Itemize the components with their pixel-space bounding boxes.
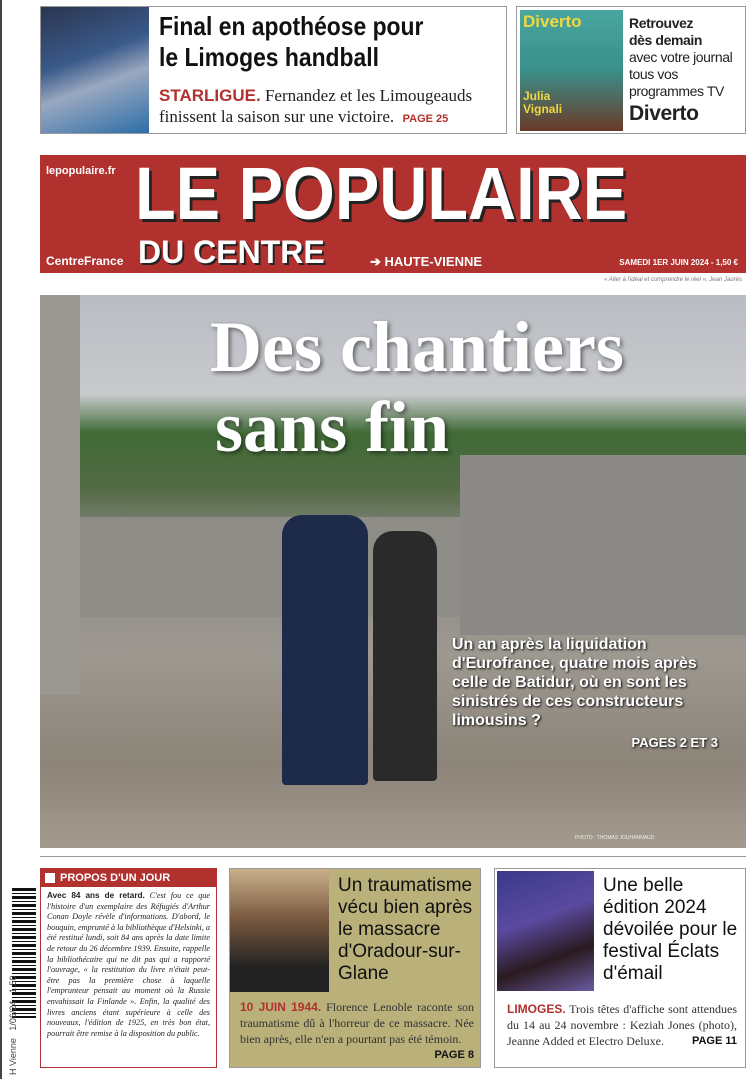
florence-lenoble-photo bbox=[230, 869, 329, 992]
festival-teaser[interactable] bbox=[494, 868, 746, 1068]
top-story-summary bbox=[159, 85, 499, 130]
main-headline[interactable] bbox=[190, 307, 740, 467]
kicker: 10 JUIN 1944. bbox=[240, 1000, 322, 1014]
promo-line: avec votre journal bbox=[629, 49, 733, 65]
newspaper-title: LE POPULAIRE bbox=[135, 155, 628, 235]
main-caption: Un an après la liquidation d'Eurofrance, quatre mois après celle de Batidur, où en sont les sinistrés de ces constructeurs limousins ? bbox=[452, 636, 697, 729]
propos-lead: Avec 84 ans de retard. bbox=[47, 891, 145, 900]
headline-line: Des chantiers bbox=[210, 307, 624, 387]
kicker: LIMOGES. bbox=[507, 1002, 566, 1016]
propos-body bbox=[41, 887, 216, 1043]
price: 1,50 bbox=[8, 975, 18, 994]
propos-header bbox=[41, 869, 216, 887]
barcode-info bbox=[8, 976, 18, 1075]
edition-label: ➔ HAUTE-VIENNE bbox=[370, 254, 483, 269]
date: 1/06/24 bbox=[8, 1000, 18, 1031]
oradour-summary bbox=[240, 999, 474, 1063]
promo-line: programmes TV bbox=[629, 83, 724, 99]
page-ref: PAGE 8 bbox=[434, 1049, 474, 1061]
page-ref: PAGE 11 bbox=[691, 1035, 737, 1047]
summary-text: Trois têtes d'affiche sont attendues du 14 au 24 novembre : Keziah Jones (photo), Jeanne Added et Electro Deluxe. bbox=[507, 1002, 737, 1048]
propos-text: C'est fou ce que l'histoire d'un exemplaire des Réfugiés d'Arthur Conan Doyle révèle d'informations. D'abord, le bouquin, emprunté à la bibliothèque d'Helsinki, a été restitué lundi, soit 84 ans après la date limite de retour du 26 décembre 1939. Ensuite, rappelle la bibliothécaire qui ne dit pas qui a rapporté l'ouvrage, « la restitution du livre n'était peut-être pas la première chose à laquelle l'emprunteur pensait au moment où la Russie envahissait la Finlande ». Enfin, la qualité des livres anciens étant supérieure à celle des nouveaux, l'édition de 1925, en très bon état, pourrait être remise à la disposition du public. bbox=[47, 891, 211, 1038]
square-icon bbox=[45, 873, 55, 883]
diverto-cover bbox=[520, 10, 623, 131]
festival-headline[interactable]: Une belle édition 2024 dévoilée pour le festival Éclats d'émail bbox=[603, 875, 738, 984]
promo-text bbox=[629, 15, 745, 128]
top-story-headline[interactable] bbox=[159, 11, 499, 77]
diverto-promo[interactable] bbox=[516, 6, 746, 134]
handball-photo bbox=[41, 7, 149, 133]
woman-photo bbox=[373, 531, 437, 781]
page-ref: PAGES 2 ET 3 bbox=[631, 735, 718, 750]
edition: H Vienne bbox=[8, 1038, 18, 1075]
wall-right bbox=[460, 455, 746, 635]
headline-line: sans fin bbox=[215, 387, 450, 467]
photo-credit: PHOTO : THOMAS JOUHANNAUD bbox=[575, 835, 655, 841]
propos-title: PROPOS D'UN JOUR bbox=[60, 872, 171, 884]
summary-text: Fernandez et les Limougeauds finissent la saison sur une victoire. bbox=[159, 86, 473, 126]
festival-summary bbox=[507, 1001, 737, 1049]
keziah-jones-photo bbox=[497, 871, 594, 991]
divider bbox=[40, 856, 746, 857]
summary-text: Florence Lenoble raconte son traumatisme dû à l'horreur de ce massacre. Née bien après, elle n'en a pourtant pas été témoin. bbox=[240, 1000, 475, 1046]
oradour-headline[interactable]: Un traumatisme vécu bien après le massacre d'Oradour-sur-Glane bbox=[338, 875, 473, 984]
oradour-teaser[interactable] bbox=[229, 868, 481, 1068]
wall-left bbox=[40, 295, 80, 695]
promo-line: dès demain bbox=[629, 32, 703, 48]
promo-line: Retrouvez bbox=[629, 15, 694, 31]
slogan: « Aller à l'idéal et comprendre le réel », Jean Jaurès bbox=[604, 277, 742, 283]
man-photo bbox=[282, 515, 368, 785]
headline-line: le Limoges handball bbox=[159, 42, 379, 72]
newspaper-subtitle: DU CENTRE bbox=[138, 234, 325, 270]
kicker: STARLIGUE. bbox=[159, 86, 261, 105]
top-story-teaser[interactable] bbox=[40, 6, 507, 134]
page-ref: PAGE 25 bbox=[402, 113, 449, 125]
centrefrance-logo: CentreFrance bbox=[46, 254, 124, 268]
headline-line: Final en apothéose pour bbox=[159, 11, 424, 41]
site-link[interactable]: lepopulaire.fr bbox=[46, 165, 116, 177]
main-story[interactable] bbox=[40, 295, 746, 848]
masthead bbox=[40, 155, 746, 273]
promo-brand: Diverto bbox=[629, 102, 699, 125]
propos-dun-jour bbox=[40, 868, 217, 1068]
cover-title: Diverto bbox=[523, 12, 582, 31]
date-price: SAMEDI 1ER JUIN 2024 - 1,50 € bbox=[619, 258, 738, 267]
promo-line: tous vos bbox=[629, 66, 678, 82]
cover-name: Julia Vignali bbox=[523, 89, 563, 116]
